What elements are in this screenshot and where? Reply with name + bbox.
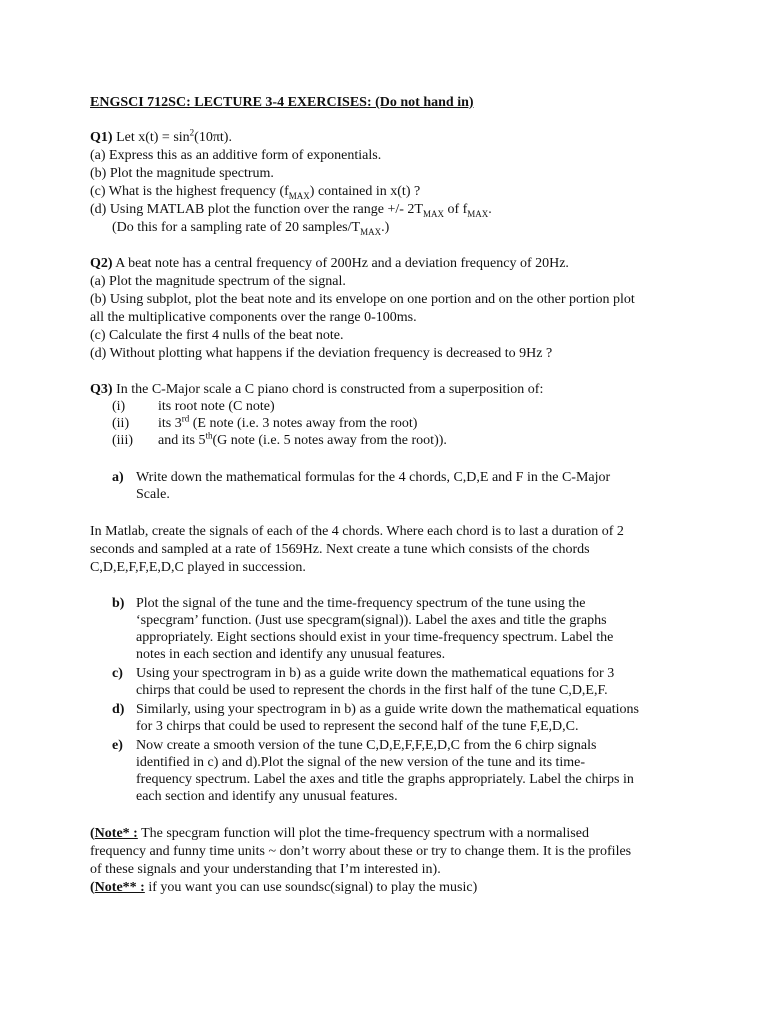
- q3-paragraph-line1: In Matlab, create the signals of each of the 4 chords. Where each chord is to last a duration of 2: [90, 524, 624, 539]
- q3-part-a-line2: Scale.: [136, 487, 170, 502]
- q3-part-a-label: a): [112, 470, 124, 485]
- q3-part-c-line2: chirps that could be used to represent the chords in the first half of the tune C,D,E,F.: [136, 683, 608, 698]
- q1-note: (Do this for a sampling rate of 20 samples/$T_{MAX}$.): [112, 220, 390, 237]
- q3-roman-i-text: its root note (C note): [158, 399, 275, 414]
- q3-roman-iii-text: and its 5th(G note (i.e. 5 notes away from the root)).: [158, 430, 447, 448]
- q3-part-e-line3: frequency spectrum. Label the axes and title the graphs appropriately. Label the chirps in: [136, 772, 634, 787]
- q1-part-a: (a) Express this as an additive form of exponentials.: [90, 148, 382, 163]
- q2-part-d: (d) Without plotting what happens if the deviation frequency is decreased to 9Hz ?: [90, 346, 553, 361]
- q3-roman-i-num: (i): [112, 399, 126, 414]
- note1-line1: (Note* : The specgram function will plot the time-frequency spectrum with a normalised: [90, 826, 589, 841]
- q3-label: Q3): [90, 382, 113, 397]
- q3-part-d-line2: for 3 chirps that could be used to represent the second half of the tune F,E,D,C.: [136, 719, 579, 734]
- q3-part-d-line1: Similarly, using your spectrogram in b) as a guide write down the mathematical equations: [136, 702, 639, 717]
- q3-part-b-label: b): [112, 596, 125, 611]
- note1-line2: frequency and funny time units ~ don’t worry about these or try to change them. It is the profiles: [90, 844, 632, 859]
- q1-part-b: (b) Plot the magnitude spectrum.: [90, 166, 274, 181]
- q3-intro: Q3) In the C-Major scale a C piano chord is constructed from a superposition of:: [90, 382, 544, 397]
- q3-part-b-line2: ‘specgram’ function. (Just use specgram(signal)). Label the axes and title the graphs: [136, 613, 607, 628]
- q3-part-e-line1: Now create a smooth version of the tune C,D,E,F,F,E,D,C from the 6 chirp signals: [136, 738, 597, 753]
- q1-part-d: (d) Using MATLAB plot the function over the range +/- $2T_{MAX}$ of $f_{MAX}$.: [90, 202, 492, 219]
- q3-roman-ii-num: (ii): [112, 416, 130, 431]
- q3-part-e-line2: identified in c) and d).Plot the signal of the new version of the tune and its time-: [136, 755, 586, 770]
- q3-part-a-line1: Write down the mathematical formulas for the 4 chords, C,D,E and F in the C-Major: [136, 470, 611, 485]
- q3-part-b-line4: notes in each section and identify any unusual features.: [136, 647, 446, 662]
- note2-line: (Note** : if you want you can use soundsc(signal) to play the music): [90, 880, 478, 895]
- q3-paragraph-line3: C,D,E,F,F,E,D,C played in succession.: [90, 560, 306, 575]
- q1-part-c: (c) What is the highest frequency $(f_{MAX})$ contained in x(t) ?: [90, 184, 421, 201]
- page-title: ENGSCI 712SC: LECTURE 3-4 EXERCISES: (Do not hand in): [90, 95, 474, 110]
- note2-label: Note** :: [94, 880, 145, 895]
- q2-intro: Q2) A beat note has a central frequency of 200Hz and a deviation frequency of 20Hz.: [90, 256, 569, 271]
- q3-part-d-label: d): [112, 702, 125, 717]
- q3-part-e-label: e): [112, 738, 123, 753]
- q2-part-c: (c) Calculate the first 4 nulls of the beat note.: [90, 328, 344, 343]
- q1-label: Q1): [90, 130, 113, 145]
- q2-part-b-line2: all the multiplicative components over the range 0-100ms.: [90, 310, 417, 325]
- q2-label: Q2): [90, 256, 113, 271]
- q3-part-e-line4: each section and identify any unusual features.: [136, 789, 398, 804]
- q3-paragraph-line2: seconds and sampled at a rate of 1569Hz. Next create a tune which consists of the chords: [90, 542, 590, 557]
- q3-part-b-line1: Plot the signal of the tune and the time-frequency spectrum of the tune using the: [136, 596, 586, 611]
- q3-roman-iii-num: (iii): [112, 433, 133, 448]
- q3-part-b-line3: appropriately. Eight sections should exist in your time-frequency spectrum. Label the: [136, 630, 614, 645]
- note1-label: Note* :: [94, 826, 138, 841]
- q2-part-a: (a) Plot the magnitude spectrum of the signal.: [90, 274, 346, 289]
- q2-part-b-line1: (b) Using subplot, plot the beat note and its envelope on one portion and on the other portion plot: [90, 292, 635, 307]
- q1-intro: Q1) Let $x(t) = \sin^2(10\pi t)$.: [90, 127, 232, 145]
- q3-roman-ii-text: its 3rd (E note (i.e. 3 notes away from the root): [158, 413, 418, 431]
- note1-line3: of these signals and your understanding that I’m interested in).: [90, 862, 441, 877]
- q3-part-c-line1: Using your spectrogram in b) as a guide write down the mathematical equations for 3: [136, 666, 615, 681]
- q3-part-c-label: c): [112, 666, 123, 681]
